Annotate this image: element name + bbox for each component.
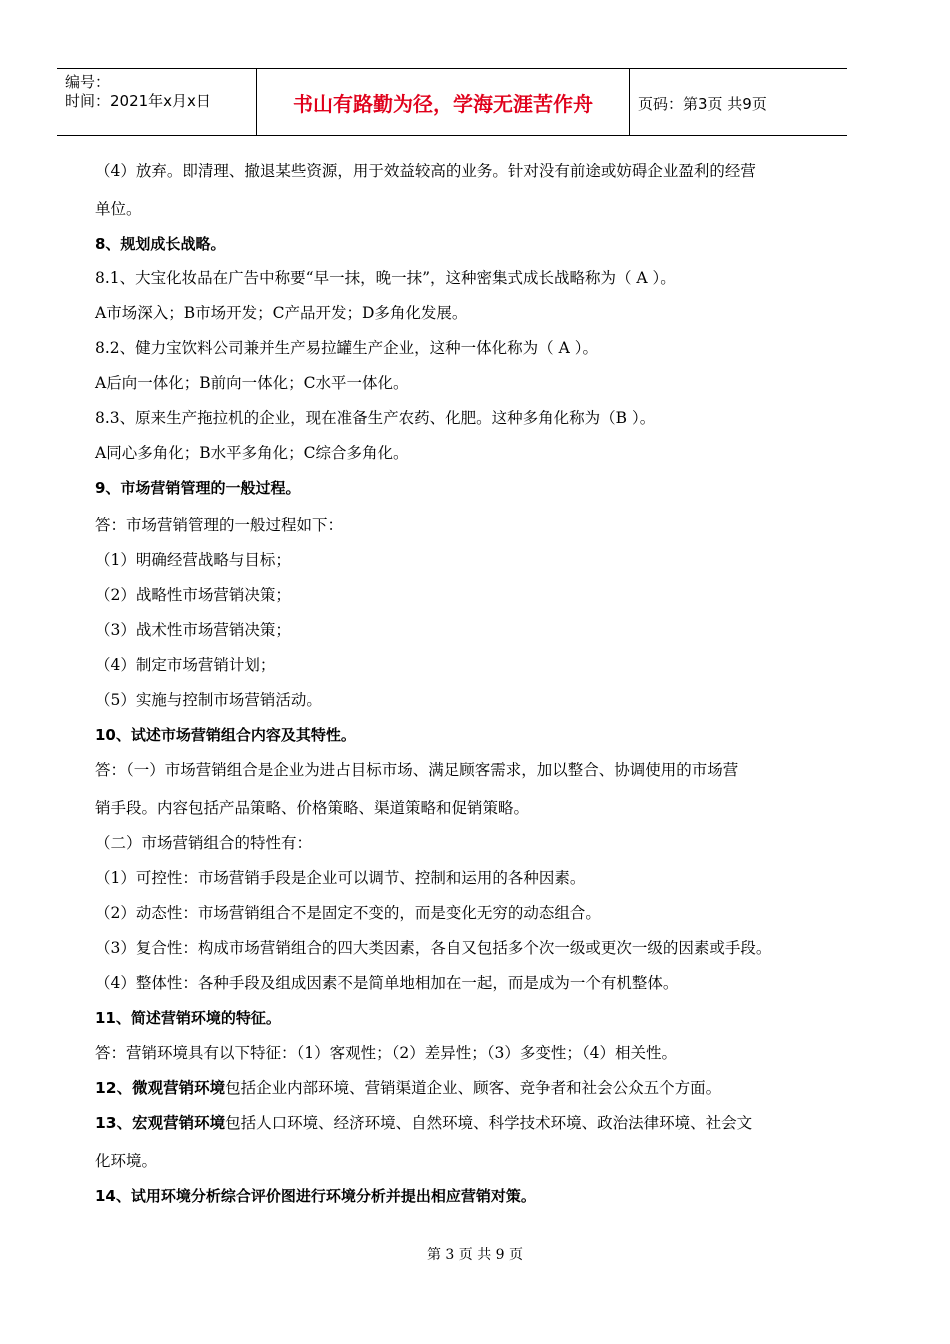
paragraph-line: 答：市场营销管理的一般过程如下： bbox=[95, 516, 344, 534]
list-item: （4）制定市场营销计划； bbox=[95, 656, 276, 674]
section-heading: 10、试述市场营销组合内容及其特性。 bbox=[95, 726, 356, 744]
page-footer: 第 3 页 共 9 页 bbox=[426, 1247, 524, 1263]
list-item: （4）整体性：各种手段及组成因素不是简单地相加在一起，而是成为一个有机整体。 bbox=[95, 974, 679, 992]
list-item: （3）战术性市场营销决策； bbox=[95, 621, 291, 639]
paragraph-line: 单位。 bbox=[95, 200, 142, 218]
paragraph-line: （二）市场营销组合的特性有： bbox=[95, 834, 313, 852]
list-item: （1）明确经营战略与目标； bbox=[95, 551, 291, 569]
section-heading: 8、规划成长战略。 bbox=[95, 235, 226, 253]
bold-term: 13、宏观营销环境 bbox=[95, 1114, 226, 1132]
list-item: （5）实施与控制市场营销活动。 bbox=[95, 691, 322, 709]
list-item: （2）战略性市场营销决策； bbox=[95, 586, 291, 604]
time-label: 时间：2021年x月x日 bbox=[65, 92, 211, 110]
motto-text: 书山有路勤为径，学海无涯苦作舟 bbox=[293, 92, 593, 116]
options-line: A市场深入；B市场开发；C产品开发；D多角化发展。 bbox=[95, 304, 468, 322]
section-heading: 9、市场营销管理的一般过程。 bbox=[95, 479, 301, 497]
header-center-cell bbox=[256, 69, 630, 135]
header-right-cell bbox=[630, 69, 847, 135]
bold-term: 12、微观营销环境 bbox=[95, 1079, 226, 1097]
header-left-cell bbox=[57, 69, 256, 135]
paragraph-line: 答：营销环境具有以下特征：（1）客观性；（2）差异性；（3）多变性；（4）相关性。 bbox=[95, 1044, 677, 1062]
term-description: 包括人口环境、经济环境、自然环境、科学技术环境、政治法律环境、社会文 bbox=[225, 1114, 753, 1132]
section-heading: 14、试用环境分析综合评价图进行环境分析并提出相应营销对策。 bbox=[95, 1187, 536, 1205]
paragraph-line: 化环境。 bbox=[95, 1152, 158, 1170]
paragraph-line bbox=[95, 1078, 721, 1098]
list-item: （3）复合性：构成市场营销组合的四大类因素，各自又包括多个次一级或更次一级的因素或手段。 bbox=[95, 939, 772, 957]
options-line: A后向一体化；B前向一体化；C水平一体化。 bbox=[95, 374, 409, 392]
list-item: （2）动态性：市场营销组合不是固定不变的，而是变化无穷的动态组合。 bbox=[95, 904, 601, 922]
paragraph-line: 答：（一）市场营销组合是企业为进占目标市场、满足顾客需求，加以整合、协调使用的市场营 bbox=[95, 761, 739, 779]
page-header bbox=[57, 68, 847, 136]
question-line: 8.3、原来生产拖拉机的企业，现在准备生产农药、化肥。这种多角化称为（B ）。 bbox=[95, 409, 656, 427]
paragraph-line: （4）放弃。即清理、撤退某些资源，用于效益较高的业务。针对没有前途或妨碍企业盈利的经营 bbox=[95, 162, 756, 180]
serial-label: 编号： bbox=[65, 73, 111, 91]
question-line: 8.2、健力宝饮料公司兼并生产易拉罐生产企业，这种一体化称为（ A ）。 bbox=[95, 339, 598, 357]
page-code: 页码：第3页 共9页 bbox=[638, 95, 767, 113]
list-item: （1）可控性：市场营销手段是企业可以调节、控制和运用的各种因素。 bbox=[95, 869, 586, 887]
term-description: 包括企业内部环境、营销渠道企业、顾客、竞争者和社会公众五个方面。 bbox=[225, 1079, 722, 1097]
options-line: A同心多角化；B水平多角化；C综合多角化。 bbox=[95, 444, 409, 462]
paragraph-line: 销手段。内容包括产品策略、价格策略、渠道策略和促销策略。 bbox=[95, 799, 530, 817]
question-line: 8.1、大宝化妆品在广告中称要“早一抹，晚一抹”，这种密集式成长战略称为（ A ）。 bbox=[95, 269, 676, 287]
paragraph-line bbox=[95, 1113, 752, 1133]
section-heading: 11、简述营销环境的特征。 bbox=[95, 1009, 281, 1027]
